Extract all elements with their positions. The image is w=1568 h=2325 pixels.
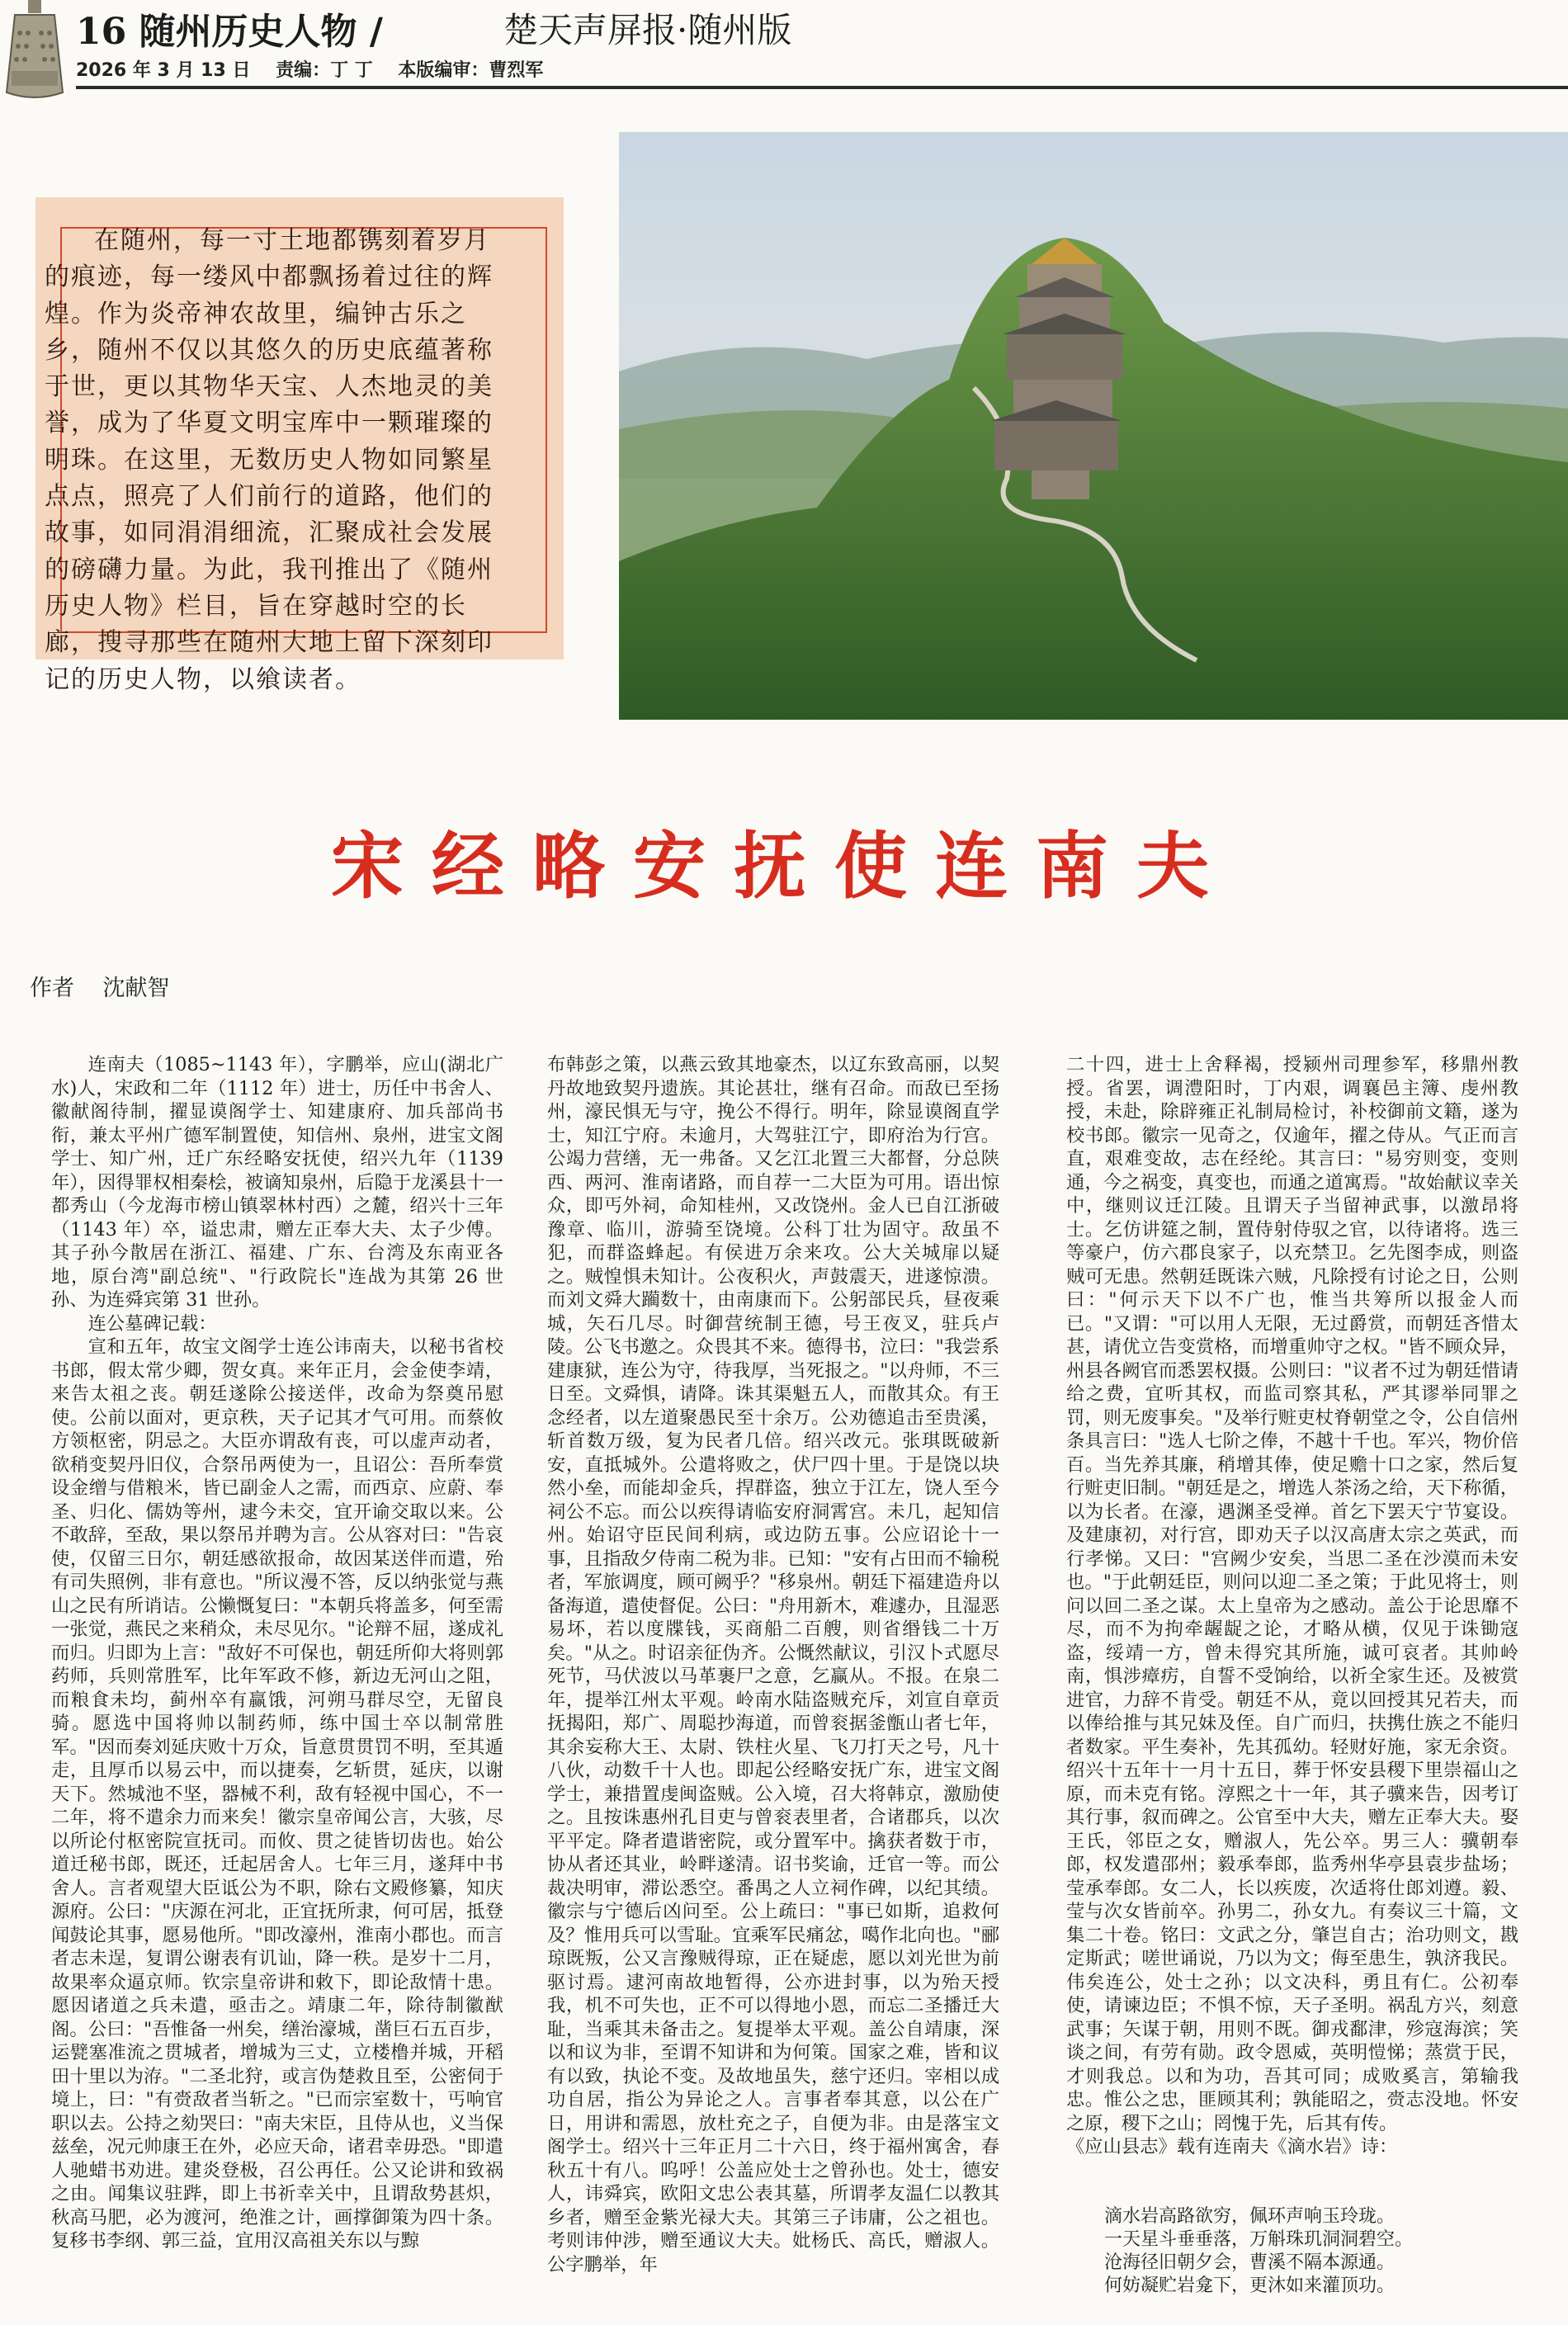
article-byline: 作者 沈献智	[30, 976, 170, 1001]
poem-line: 滴水岩高路欲穷，佩环声响玉玲珑。	[1104, 2206, 1396, 2227]
page-header	[0, 0, 1568, 101]
column-intro-text: 在随州，每一寸土地都镌刻着岁月的痕迹，每一缕风中都飘扬着过往的辉煌。作为炎帝神农故里，编钟古乐之乡，随州不仅以其悠久的历史底蕴著称于世，更以其物华天宝、人杰地灵的美誉，成为了华夏文明宝库中一颗璀璨的明珠。在这里，无数历史人物如同繁星点点，照亮了人们前行的道路，他们的故事，如同涓涓细流，汇聚成社会发展的磅礴力量。为此，我刊推出了《随州历史人物》栏目，旨在穿越时空的长廊，搜寻那些在随州大地上留下深刻印记的历史人物，以飨读者。	[45, 226, 494, 694]
article-paragraph: 连公墓碑记载：	[87, 1312, 217, 1335]
newspaper-name: 楚天声屏报·随州版	[503, 10, 792, 50]
article-paragraph: 二十四，进士上舍释褐，授颍州司理参军，移鼎州教授。省罢，调澧阳时，丁内艰，调襄邑主簿、虔州教授，未赴，除辟雍正礼制局检讨，补校御前文籍，遂为校书郎。徽宗一见奇之，仅逾年，擢之侍从。气正而言直，艰难变故，志在经纶。其言曰："易穷则变，变则通，今之祸变，真变也，而通之道寓焉。"故始献议幸关中，继则议迁江陵。且谓天子当留神武事，以激昂将士。乞仿讲筵之制，置侍射侍驭之官，以待诸将。选三等豪户，仿六郡良家子，以充禁卫。乞先图李成，则盗贼可无患。然朝廷既诛六贼，凡除授有讨论之日，公则曰："何示天下以不广也，惟当共筹所以报金人而已。"又谓："可以用人无限，无过爵赏，而朝廷吝惜太甚，请优立告变赏格，而增重帅守之权。"皆不顾众异，州县各阙官而悉罢权摄。公则曰："议者不过为朝廷惜请给之费，宜听其权，而监司察其私，严其谬举同罪之罚，则无废事矣。"及举行赃吏杖脊朝堂之令，公自信州条具言曰："选人七阶之俸，不越十千也。军兴，物价倍百。当先养其廉，稍增其俸，使足赡十口之家，然后复行赃吏旧制。"朝廷是之，增选人茶汤之给，天下称循，以为长者。在濠，遇渊圣受禅。首乞下罢天宁节宴设。及建康初，对行宫，即劝天子以汉高唐太宗之英武，而行孝悌。又曰："宫阙少安矣，当思二圣在沙漠而未安也。"于此朝廷臣，则问以迎二圣之策；于此见将士，则问以回二圣之谋。太上皇帝为之感动。盖公于论思靡不尽，而不为拘牵龌龊之论，才略从横，仅见于诛锄寇盗，绥靖一方，曾未得究其所施，诚可哀者。其帅岭南，惧涉瘴疠，自誓不受饷给，以祈全家生还。及被赏进官，力辞不肯受。朝廷不从，竟以回授其兄若夫，而以俸给推与其兄妹及侄。自广而归，扶携仕族之不能归者数家。平生奏补，先其孤幼。轻财好施，家无余资。绍兴十五年十一月十五日，葬于怀安县稷下里崇福山之原，而未克有铭。淳熙之十一年，其子骥来告，因考订其行事，叙而碑之。公官至中大夫，赠左正奉大夫。娶王氏，邻臣之女，赠淑人，先公卒。男三人：骥朝奉郎，权发遣邵州；毅承奉郎，监秀州华亭县袁步盐场；莹承奉郎。女二人，长以疾废，次适将仕郎刘遵。毅、莹与次女皆前卒。孙男二，孙女九。有奏议三十篇，文集二十卷。铭曰：文武之分，肇岂自古；治功则文，戡定斯武；嗟世诵说，乃以为文；侮至患生，孰济我民。伟矣连公，处士之孙；以文决科，勇且有仁。公初奉使，请谏边臣；不惧不惊，天子圣明。祸乱方兴，刻意武事；矢谋于朝，用则不既。御戎鄱津，殄寇海滨；笑谈之间，有劳有勋。政令恩威，英明愷悌；蒸赏于民，才则我总。以和为功，吾其可同；成败奚言，第输我忠。惟公之忠，匪顾其利；孰能昭之，赍志没地。怀安之原，稷下之山；罔愧于先，后其有传。	[1066, 1054, 1518, 2134]
poem-line: 一天星斗垂垂落，万斛珠玑洞洞碧空。	[1104, 2229, 1414, 2250]
article-column-3	[1066, 1053, 1518, 2159]
article-title: 宋经略安抚使连南夫	[330, 823, 1237, 909]
bianzhong-bell-icon	[3, 0, 66, 99]
poem-intro: 《应山县志》载有连南夫《滴水岩》诗：	[1066, 2136, 1398, 2157]
header-rule	[76, 86, 1568, 89]
poem-block	[1104, 2205, 1550, 2298]
article-column-2	[547, 1053, 999, 2276]
poem-line: 沧海径旧朝夕会，曹溪不隔本源通。	[1104, 2252, 1396, 2273]
article-paragraph: 宣和五年，故宝文阁学士连公讳南夫，以秘书省校书郎，假太常少卿，贺女真。来年正月，会金使李靖，来告太祖之丧。朝廷遂除公接送伴，改命为祭奠吊慰使。公前以面对，更京秩，天子记其才气可用。而蔡攸方领枢密，阴忌之。大臣亦谓敌有丧，可以虚声动者，欲稍变契丹旧仪，合祭吊两使为一，且诏公：吾所奉赏设金缯与借粮米，皆已副金人之需，而西京、应蔚、奉圣、归化、儒妫等州，逮今未交，宜开谕交取以来。公不敢辞，至敌，果以祭吊并聘为言。公从容对曰："告哀使，仅留三日尔，朝廷感欲报命，故因某送伴而遣，殆有司失照例，非有意也。"所议漫不答，反以纳张觉与燕山之民有所诮诘。公懒慨复曰："本朝兵将盖多，何至需一张觉，燕民之来稍众，未尽见尔。"论辩不屈，遂成礼而归。归即为上言："敌好不可保也，朝廷所仰大将则郭药师，兵则常胜军，比年军政不修，新边无河山之阻，而粮食未均，蓟州卒有赢饿，河朔马群尽空，无留良骑。愿选中国将帅以制药师，练中国士卒以制常胜军。"因而奏刘延庆败十万众，旨意贯贯罚不明，至其遁走，且厚币以易云中，而以捷奏，乞斩贯，延庆，以谢天下。然城池不坚，器械不利，敌有轻视中国心，不一二年，将不遣余力而来矣！徽宗皇帝闻公言，大骇，尽以所论付枢密院宣抚司。而攸、贯之徒皆切齿也。始公道迁秘书郎，既还，迁起居舍人。七年三月，遂拜中书舍人。言者观望大臣诋公为不职，除右文殿修纂，知庆源府。公曰："庆源在河北，正宜抚所隶，何可居，抵登闻鼓论其事，愿易他所。"即改濠州，淮南小郡也。而言者志未逞，复谓公谢表有讥讪，降一秩。是岁十二月，故果率众逼京师。钦宗皇帝讲和敕下，即论敌情十患。愿因诸道之兵未遣，亟击之。靖康二年，除待制徽猷阁。公曰："吾惟备一州矣，缮治濠城，凿巨石五百步，运甓塞准流之贯城者，增城为三丈，立楼橹并城，开稻田十里以为洊。"二圣北狩，或言伪楚救且至，公密伺于境上，曰："有赍敌者当斩之。"已而宗室数十，丐响官职以去。公持之劾哭曰："南夫宋臣，且侍从也，义当保兹垒，况元帅康王在外，必应天命，诸君幸毋恐。"即遣人驰蜡书劝进。建炎登极，召公再任。公又论讲和致祸之由。闻集议驻跸，即上书祈幸关中，且谓敌势甚炽，秋高马肥，必为渡河，绝淮之计，画撑御策为四十条。复移书李纲、郭三益，宜用汉高祖关东以与黥	[51, 1336, 503, 2252]
article-paragraph: 连南夫（1085~1143 年），字鹏举，应山(湖北广水)人，宋政和二年（1112 年）进士，历任中书舍人、徽献阁待制，擢显谟阁学士、知建康府、加兵部尚书衔，兼太平州广德军制置使，知信州、泉州，进宝文阁学士、知广州，迁广东经略安抚使，绍兴九年（1139 年），因得罪权相秦桧，被谪知泉州，后隐于龙溪县十一都秀山（今龙海市榜山镇翠林村西）之麓，绍兴十三年（1143 年）卒，谥忠肃，赠左正奉大夫、太子少傅。其子孙今散居在浙江、福建、广东、台湾及东南亚各地，原台湾"副总统"、"行政院长"连战为其第 26 世孙、为连舜宾第 31 世孙。	[51, 1054, 503, 1311]
article-paragraph: 布韩彭之策，以燕云致其地豪杰，以辽东致高丽，以契丹故地致契丹遗族。其论甚壮，继有召命。而敌已至扬州，濠民惧无与守，挽公不得行。明年，除显谟阁直学士，知江宁府。未逾月，大驾驻江宁，即府治为行宫。公竭力营缮，无一弗备。又乞江北置三大都督，分总陕西、两河、淮南诸路，而自荐一二大臣为可用。语出惊众，即丐外祠，命知桂州，又改饶州。金人已自江浙破豫章、临川，游骑至饶境。公科丁壮为固守。敌虽不犯，而群盗蜂起。有侯进万余来攻。公大关城扉以疑之。贼惶惧未知计。公夜积火，声鼓震天，进遂惊溃。而刘文舜大躏数十，由南康而下。公躬部民兵，昼夜乘城，矢石几尽。时御营统制王德，号王夜叉，驻兵卢陵。公飞书邀之。众畏其不来。德得书，泣曰："我尝系建康狱，连公为守，待我厚，当死报之。"以舟师，不三日至。文舜惧，请降。诛其渠魁五人，而散其众。有王念经者，以左道聚愚民至十余万。公劝德追击至贵溪，斩首数万级，复为民者几倍。绍兴改元。张琪既破新安，直抵城外。公遣将败之，伏尸四十里。于是饶以块然小垒，而能却金兵，捍群盗，独立于江左，饶人至今祠公不忘。而公以疾得请临安府洞霄宫。未几，起知信州。始诏守臣民间利病，或边防五事。公应诏论十一事，且指敌夕侍南二税为非。已知："安有占田而不输税者，军旅调度，顾可阙乎？"移泉州。朝廷下福建造舟以备海道，遣使督促。公曰："舟用新木，难遽办，且湿恶易坏，若以度牒钱，买商船二百艘，则省缗钱二十万矣。"从之。时诏亲征伪齐。公慨然献议，引汉卜式愿尽死节，马伏波以马革裹尸之意，乞赢从。不报。在泉二年，提举江州太平观。岭南水陆盗贼充斥，刘宣自章贡抚揭阳，郑广、周聪抄海道，而曾衮据釜甑山者七年，其余妄称大王、太尉、铁柱火星、飞刀打天之号，凡十八伙，动数千十人也。即起公经略安抚广东，进宝文阁学士，兼措置虔闽盗贼。公入境，召大将韩京，激励使之。且按诛惠州孔目吏与曾衮表里者，合诸郡兵，以次平平定。降者遣谐密院，或分置军中。擒获者数于市，协从者还其业，岭畔遂清。诏书奖谕，迁官一等。而公裁决明审，滞讼悉空。番禺之人立祠作碑，以纪其绩。徽宗与宁德后凶问至。公上疏曰："事已如斯，追救何及？惟用兵可以雪耻。宜乘军民痛忿，噶作北向也。"郦琼既叛，公又言豫贼得琼，正在疑虑，愿以刘光世为前驱讨焉。逮河南故地暂得，公亦进封事，以为殆天授我，机不可失也，正不可以得地小恩，而忘二圣播迁大耻，当乘其未备击之。复提举太平观。盖公自靖康，深以和议为非，至谓不知讲和为何策。国家之难，皆和议有以致，执论不变。及故地虽失，慈宁还归。宰相以成功自居，指公为异论之人。言事者奉其意，以公在广日，用讲和需恩，放杜充之子，自便为非。由是落宝文阁学士。绍兴十三年正月二十六日，终于福州寓舍，春秋五十有八。呜呼！公盖应处士之曾孙也。处士，德安人，讳舜宾，欧阳文忠公表其墓，所谓孝友温仁以教其乡者，赠至金紫光禄大夫。其第三子讳庸，公之祖也。考则讳仲涉，赠至通议大夫。妣杨氏、高氏，赠淑人。公字鹏举，年	[547, 1054, 999, 2275]
section-title: 16 随州历史人物 /	[76, 11, 383, 53]
mountain-temple-photo	[619, 132, 1568, 720]
poem-line: 何妨凝贮岩龛下，更沐如来灌顶功。	[1104, 2275, 1396, 2296]
issue-meta: 2026 年 3 月 13 日 责编：丁 丁 本版编审：曹烈军	[76, 60, 544, 81]
article-column-1	[51, 1053, 503, 2253]
